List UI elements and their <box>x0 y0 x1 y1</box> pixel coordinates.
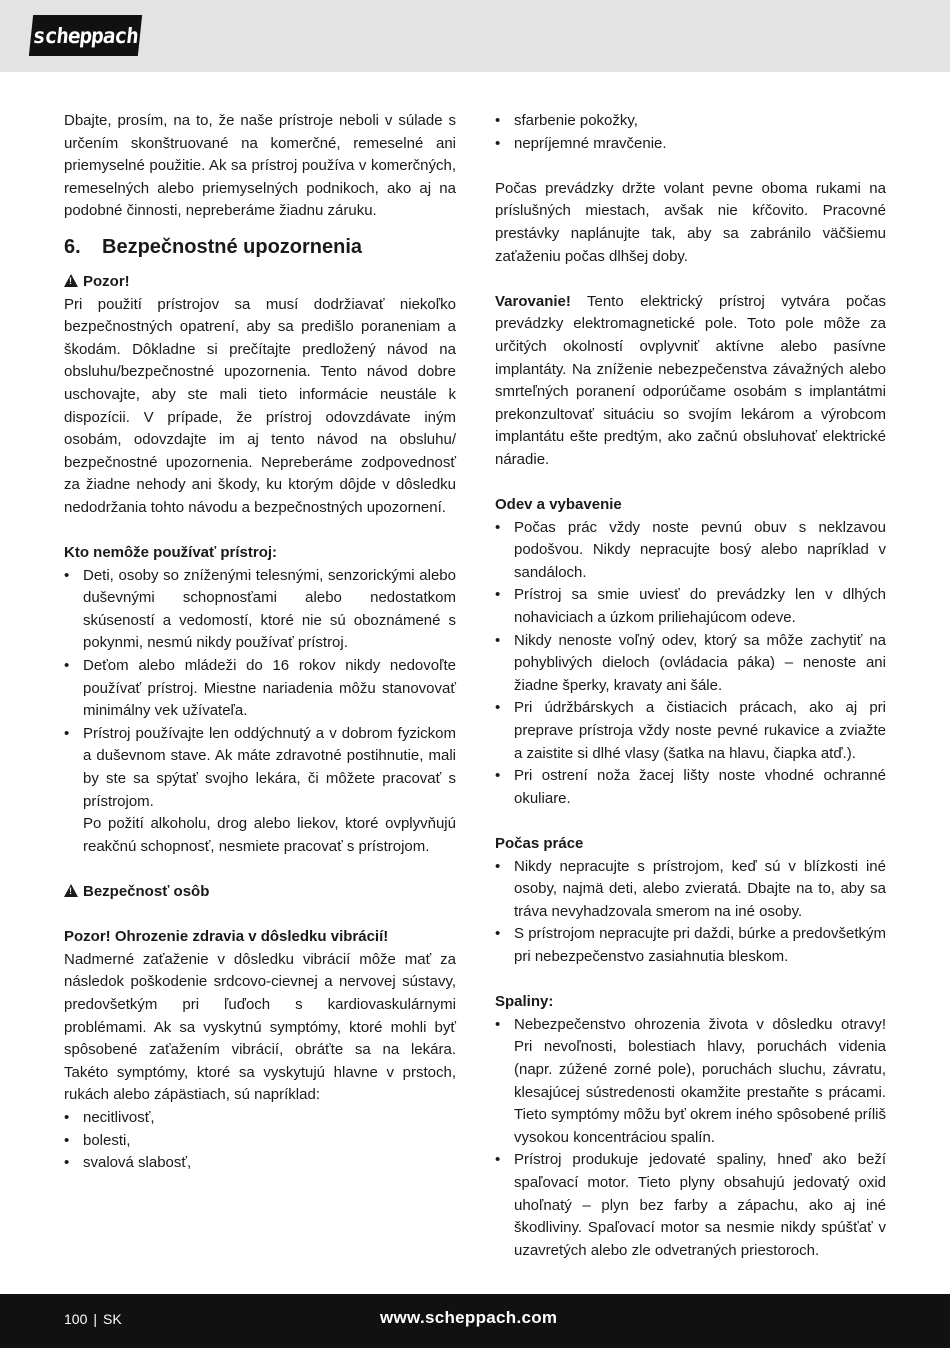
list-item: • Nikdy nepracujte s prístrojom, keď sú v blízkosti iné osoby, najmä deti, alebo zvieratá. Dbajte na to, aby sa tráva nevyhadzovala smerom na iné osoby. <box>495 856 886 924</box>
list-item: • Nikdy nenoste voľný odev, ktorý sa môže zachytiť na pohyblivých dieloch (ovládacia páka) – nenoste ani žiadne šperky, kravaty ani šále. <box>495 630 886 698</box>
left-column <box>64 110 456 1175</box>
osob-label: Bezpečnosť osôb <box>83 883 210 900</box>
list-item: • bolesti, <box>64 1130 456 1153</box>
page-header <box>0 0 950 72</box>
kto-heading: Kto nemôže používať prístroj: <box>64 544 278 562</box>
intro-paragraph: Dbajte, prosím, na to, že naše prístroje neboli v súlade s určením skonštruované na komerčné, remeselné ani priemyselné použitie. Ak sa prístroj používa v komerčných, remeselných alebo priemyselných podnikoch, ako aj na podobné činnosti, nepreberáme žiadnu záruku. <box>64 112 456 220</box>
list-item: • Nebezpečenstvo ohrozenia života v dôsledku otravy! Pri nevoľnosti, bolestiach hlavy, poruchách videnia (napr. zúžené zorné pole), poruchách sluchu, závratu, klesajúcej sústredenosti okamžite prestaňte s prácami. Tieto symptómy môžu byť okrem iného spôsobené príliš vysokou koncentráciou spalín. <box>495 1014 886 1150</box>
list-item: • Deťom alebo mládeži do 16 rokov nikdy nedovoľte používať prístroj. Miestne nariadenia môžu stanovovať minimálny vek užívateľa. <box>64 655 456 723</box>
warning-triangle-icon <box>64 274 78 287</box>
page-number-block <box>64 1311 122 1327</box>
prace-heading: Počas práce <box>495 835 584 852</box>
list-item: • nepríjemné mravčenie. <box>495 133 886 156</box>
list-item: • Počas prác vždy noste pevnú obuv s neklzavou podošvou. Nikdy nepracujte bosý alebo napríklad v sandáloch. <box>495 517 886 585</box>
spaliny-heading: Spaliny: <box>495 993 554 1011</box>
website-link[interactable]: www.scheppach.com <box>380 1308 558 1327</box>
right-column <box>495 110 886 1262</box>
varovanie-paragraph <box>495 291 886 472</box>
list-item-text: Prístroj používajte len oddýchnutý a v dobrom fyzickom a duševnom stave. Ak máte zdravotné postihnutie, mali by ste sa spýtať svojho lekára, či môžete pracovať s prístrojom. <box>83 724 456 810</box>
section-heading <box>64 223 456 271</box>
pozor-paragraph: Pri použití prístrojov sa musí dodržiavať niekoľko bezpečnostných opatrení, aby sa predišlo poraneniam a škodám. Dôkladne si prečítajte predložený návod na obsluhu/bezpečnostné upozornenia. Tento návod dobre uschovajte, aby ste mali tieto informácie neustále k dispozícii. V prípade, že prístroj odovzdávate iným osobám, odovzdajte im aj tento návod na obsluhu/ bezpečnostné upozornenia. Nepreberáme zodpovednosť za žiadne nehody ani škody, ku ktorým dôjde v dôsledku nedodržania tohto návodu a bezpečnostných upozornení. <box>64 295 456 516</box>
list-item <box>64 723 456 859</box>
list-item: • Pri údržbárskych a čistiacich prácach, ako aj pri preprave prístroja vždy noste pevné rukavice a zviažte a zaistite si dlhé vlasy (šatka na hlavu, čiapka atď.). <box>495 697 886 765</box>
vibration-paragraph: Nadmerné zaťaženie v dôsledku vibrácií môže mať za následok poškodenie srdcovo-cievnej a nervovej sústavy, predovšetkým pri ľuďoch s kardiovaskulárnymi problémami. Ak sa vyskytnú symptómy, ktoré mohli byť spôsobené zaťažením vibrácií, obráťte sa na lekára. Takéto symptómy, ktoré sa vyskytujú hlavne v prstoch, rukách alebo zápästiach, sú napríklad: <box>64 950 456 1104</box>
volant-paragraph: Počas prevádzky držte volant pevne oboma rukami na príslušných miestach, avšak nie kŕčovito. Pracovné prestávky naplánujte tak, aby sa zabránilo väčšiemu zaťaženiu počas dlhšej doby. <box>495 179 886 265</box>
symptoms-list <box>64 1107 456 1175</box>
page-number: 100 <box>64 1311 88 1327</box>
symptoms-list-continued <box>495 110 886 155</box>
list-item-extra: Po požití alkoholu, drog alebo liekov, ktoré ovplyvňujú reakčnú schopnosť, nesmiete pracovať s prístrojom. <box>83 815 456 855</box>
varovanie-text: Tento elektrický prístroj vytvára počas prevádzky elektromagnetické pole. Toto pole môže za určitých okolností ovplyvniť aktívne alebo pasívne implantáty. Na zníženie nebezpečenstva závažných alebo smrteľných poranení odporúčame osobám s implantátmi prekonzultovať situáciu so svojím lekárom a výrobcom implantátu ešte predtým, ako začnú obsluhovať elektrické náradie. <box>495 292 886 468</box>
list-item: • Prístroj produkuje jedovaté spaliny, hneď ako beží spaľovací motor. Tieto plyny obsahujú jedovatý oxid uhoľnatý – plyn bez farby a zápachu, ako aj iné škodliviny. Spaľovací motor sa nesmie nikdy spúšťať v uzavretých alebo zle odvetraných priestoroch. <box>495 1149 886 1262</box>
list-item: • Deti, osoby so zníženými telesnými, senzorickými alebo duševnými schopnosťami alebo nedostatkom skúseností a vedomostí, ktoré nie sú oboznámené s pokynmi, nesmú nikdy používať prístroj. <box>64 565 456 655</box>
scheppach-logo: scheppach <box>29 15 142 56</box>
list-item: • S prístrojom nepracujte pri daždi, búrke a predovšetkým pri nebezpečenstvo zasiahnutia bleskom. <box>495 923 886 968</box>
list-item: • Pri ostrení noža žacej lišty noste vhodné ochranné okuliare. <box>495 765 886 810</box>
kto-list <box>64 565 456 859</box>
odev-heading: Odev a vybavenie <box>495 496 622 514</box>
pozor-label: Pozor! <box>83 272 130 290</box>
warning-triangle-icon <box>64 884 78 897</box>
list-item: • Prístroj sa smie uviesť do prevádzky len v dlhých nohaviciach a úzkom priliehajúcom odeve. <box>495 584 886 629</box>
section-title: Bezpečnostné upozornenia <box>102 235 363 258</box>
language-code: SK <box>103 1311 122 1327</box>
page-footer <box>0 1294 950 1348</box>
vibration-heading: Pozor! Ohrozenie zdravia v dôsledku vibrácií! <box>64 928 389 946</box>
varovanie-label: Varovanie! <box>495 292 571 310</box>
section-number: 6. <box>64 235 81 258</box>
list-item: • necitlivosť, <box>64 1107 456 1130</box>
osob-heading <box>64 881 456 904</box>
list-item: • svalová slabosť, <box>64 1152 456 1175</box>
list-item: • sfarbenie pokožky, <box>495 110 886 133</box>
spaliny-list <box>495 1014 886 1263</box>
pozor-heading <box>64 271 456 294</box>
odev-list <box>495 517 886 811</box>
separator: | <box>93 1311 97 1327</box>
prace-list <box>495 856 886 969</box>
